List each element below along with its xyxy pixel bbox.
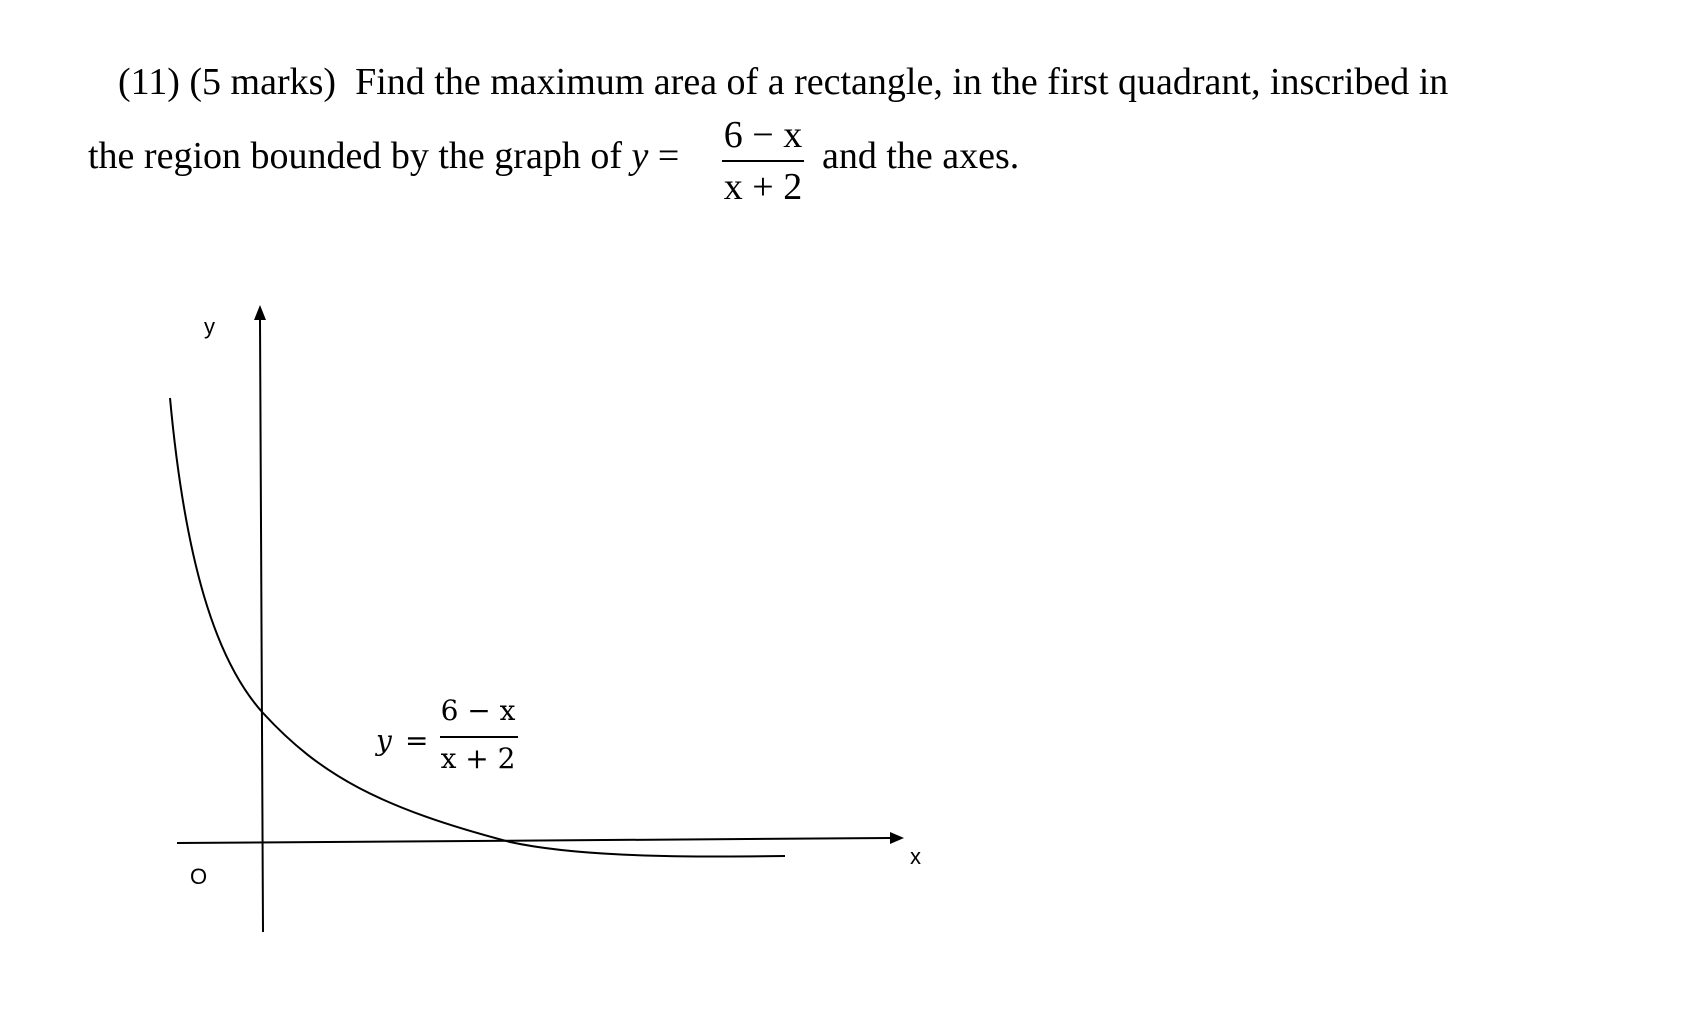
y-axis-label: y [204, 314, 215, 339]
question-text-2: the region bounded by the graph of [88, 135, 622, 177]
curve-label-denominator: x + 2 [440, 742, 516, 775]
x-axis-label: x [910, 844, 921, 869]
question-text-1: Find the maximum area of a rectangle, in the first quadrant, inscribed in [355, 61, 1449, 103]
origin-label: O [190, 864, 208, 889]
y-axis-arrow-icon [254, 305, 266, 320]
question-marks: (5 marks) [189, 61, 337, 103]
y-axis [260, 320, 263, 932]
equation-denominator: x + 2 [723, 166, 803, 208]
x-axis-arrow-icon [890, 832, 904, 844]
curve-label-y: y [376, 724, 392, 757]
curve-label-numerator: 6 − x [440, 694, 516, 727]
x-axis [177, 838, 896, 843]
question-number: (11) [118, 61, 180, 103]
equation-y: y [631, 135, 649, 177]
curve-label-equals: = [405, 724, 429, 757]
equation-numerator: 6 − x [723, 114, 803, 156]
question-text-3: and the axes. [822, 135, 1020, 177]
equation-equals: = [657, 135, 680, 177]
